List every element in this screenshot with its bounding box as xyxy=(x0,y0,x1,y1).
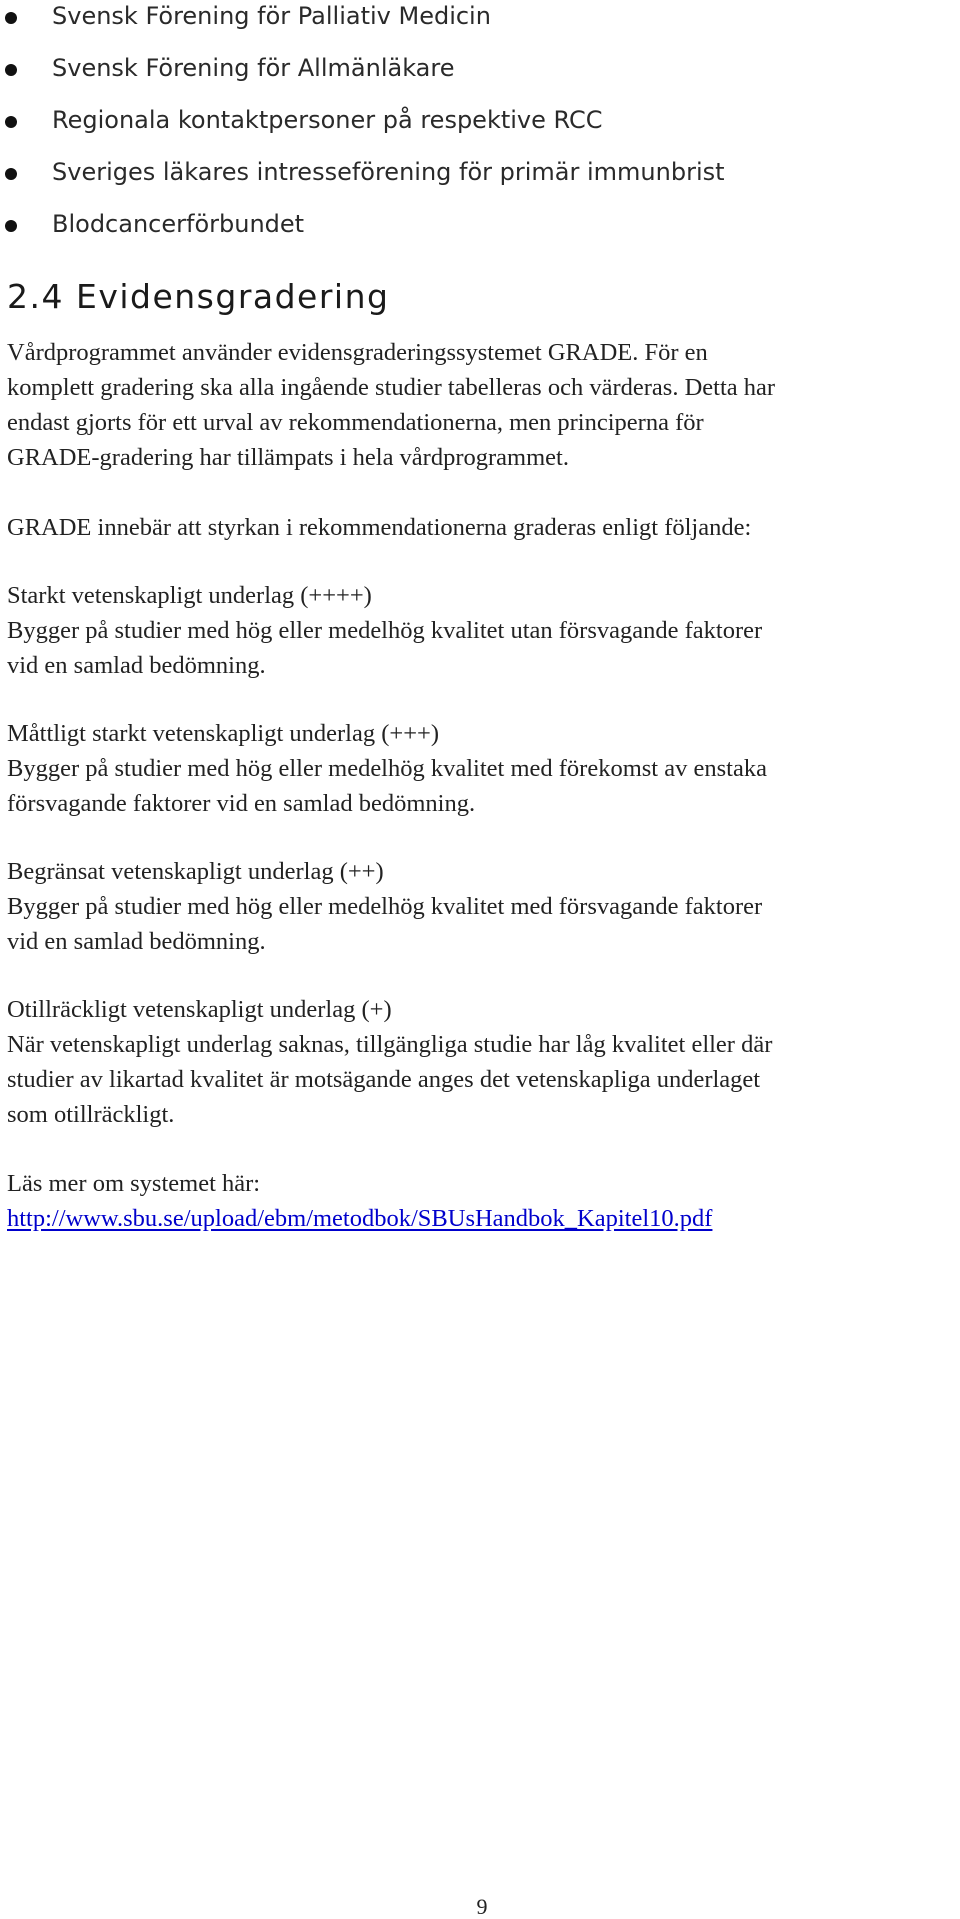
text-line: Starkt vetenskapligt underlag (++++) xyxy=(7,582,372,609)
text-line: endast gjorts för ett urval av rekommendationerna, men principerna för xyxy=(7,409,704,436)
intro-paragraph xyxy=(7,335,952,475)
text-line: När vetenskapligt underlag saknas, tillgängliga studie har låg kvalitet eller där xyxy=(7,1031,773,1058)
link-line xyxy=(7,1201,952,1236)
text-line: Läs mer om systemet här: xyxy=(7,1170,261,1197)
text-line: försvagande faktorer vid en samlad bedömning. xyxy=(7,790,476,817)
text-line: Bygger på studier med hög eller medelhög kvalitet med försvagande faktorer xyxy=(7,893,763,920)
text-line: Bygger på studier med hög eller medelhög kvalitet med förekomst av enstaka xyxy=(7,755,767,782)
text-line: komplett gradering ska alla ingående studier tabelleras och värderas. Detta har xyxy=(7,374,776,401)
list-item-text: Sveriges läkares intresseförening för primär immunbrist xyxy=(52,158,725,186)
text-line: Begränsat vetenskapligt underlag (++) xyxy=(7,858,384,885)
text-line: vid en samlad bedömning. xyxy=(7,928,266,955)
section-heading: 2.4 Evidensgradering xyxy=(7,277,390,316)
text-line: Vårdprogrammet använder evidensgraderingssystemet GRADE. För en xyxy=(7,339,708,366)
bullet-icon xyxy=(5,220,17,232)
list-item-text: Blodcancerförbundet xyxy=(52,210,305,238)
grade-moderate-paragraph xyxy=(7,716,952,821)
grade-strong-paragraph xyxy=(7,578,952,683)
text-line: GRADE innebär att styrkan i rekommendationerna graderas enligt följande: xyxy=(7,514,752,541)
text-line: som otillräckligt. xyxy=(7,1101,175,1128)
page-number: 9 xyxy=(476,1894,488,1919)
grade-limited-paragraph xyxy=(7,854,952,959)
grade-insufficient-paragraph xyxy=(7,992,952,1132)
bullet-icon xyxy=(5,168,17,180)
text-line: Måttligt starkt vetenskapligt underlag (+++) xyxy=(7,720,439,747)
bullet-icon xyxy=(5,64,17,76)
list-item-text: Svensk Förening för Palliativ Medicin xyxy=(52,2,491,30)
list-item-text: Svensk Förening för Allmänläkare xyxy=(52,54,455,82)
sbu-handbook-link[interactable]: http://www.sbu.se/upload/ebm/metodbok/SBUsHandbok_Kapitel10.pdf xyxy=(7,1205,713,1232)
bullet-icon xyxy=(5,12,17,24)
read-more-paragraph xyxy=(7,1166,952,1236)
text-line: Otillräckligt vetenskapligt underlag (+) xyxy=(7,996,392,1023)
text-line: Bygger på studier med hög eller medelhög kvalitet utan försvagande faktorer xyxy=(7,617,763,644)
bullet-icon xyxy=(5,116,17,128)
text-line: vid en samlad bedömning. xyxy=(7,652,266,679)
grade-intro-paragraph xyxy=(7,510,952,545)
list-item-text: Regionala kontaktpersoner på respektive RCC xyxy=(52,106,603,134)
text-line: GRADE-gradering har tillämpats i hela vårdprogrammet. xyxy=(7,444,569,471)
text-line: studier av likartad kvalitet är motsägande anges det vetenskapliga underlaget xyxy=(7,1066,761,1093)
